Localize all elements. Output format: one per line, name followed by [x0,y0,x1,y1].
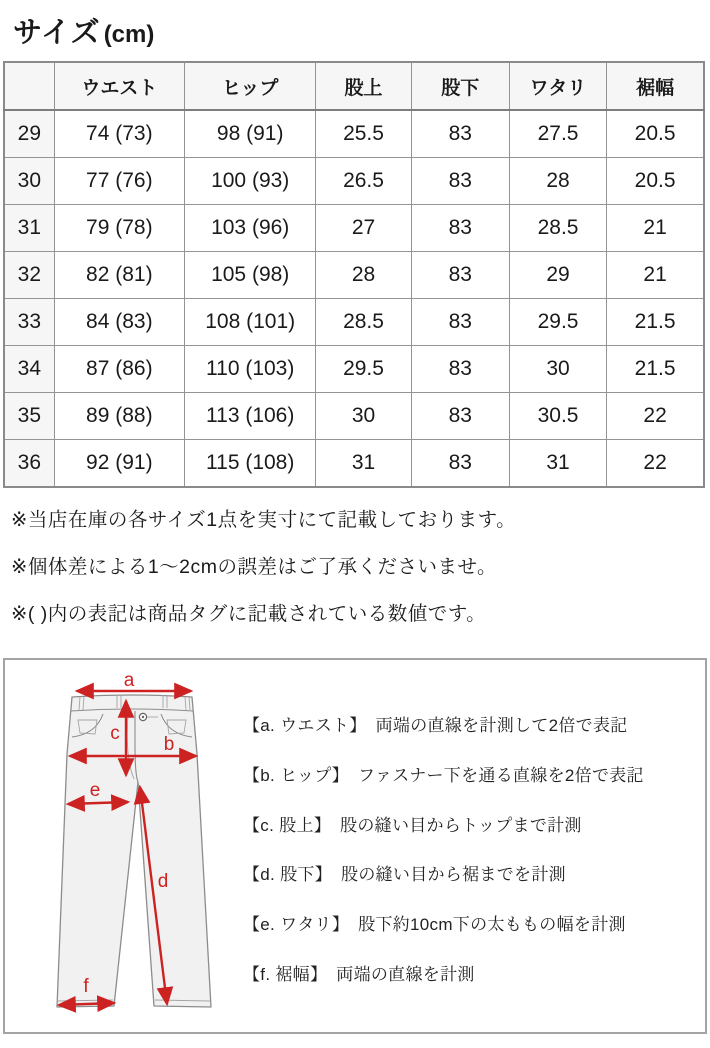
measurement-value-cell: 83 [411,299,509,346]
measurement-value-cell: 20.5 [607,110,704,158]
size-label-cell: 36 [4,440,54,488]
measurement-value-cell: 79 (78) [54,205,184,252]
size-label-cell: 34 [4,346,54,393]
measurement-value-cell: 31 [509,440,606,488]
page-title-main: サイズ [13,17,101,49]
measurement-value-cell: 21.5 [607,299,704,346]
measurement-value-cell: 110 (103) [185,346,316,393]
measurement-value-cell: 28.5 [509,205,606,252]
diagram-label-c: c [110,723,120,744]
measurement-value-cell: 115 (108) [185,440,316,488]
diagram-label-d: d [157,871,169,892]
measurement-value-cell: 83 [411,440,509,488]
measurement-value-cell: 29 [509,252,606,299]
measurement-value-cell: 27.5 [509,110,606,158]
guide-item-description-b: ファスナー下を通る直線を2倍で表記 [357,765,644,785]
measurement-value-cell: 28.5 [316,299,411,346]
measurement-value-cell: 108 (101) [185,299,316,346]
guide-item-label-c: 【c. 股上】 [243,815,332,835]
measurement-value-cell: 83 [411,205,509,252]
measurement-value-cell: 27 [316,205,411,252]
measurement-value-cell: 28 [316,252,411,299]
guide-item-description-f: 両端の直線を計測 [336,965,475,985]
guide-item-e [243,910,697,935]
measurement-value-cell: 74 (73) [54,110,184,158]
measurement-value-cell: 30 [316,393,411,440]
measurement-value-cell: 30 [509,346,606,393]
measurement-value-cell: 83 [411,346,509,393]
pants-outline-icon [57,695,211,1007]
measurement-value-cell: 28 [509,158,606,205]
guide-item-label-e: 【e. ワタリ】 [243,915,350,935]
pants-diagram [5,660,243,1032]
note-line-3: ※( )内の表記は商品タグに記載されている数値です。 [11,603,487,625]
size-label-cell: 29 [4,110,54,158]
diagram-label-a: a [123,674,135,691]
table-row-size-30 [4,158,704,205]
size-label-cell: 35 [4,393,54,440]
measurement-value-cell: 22 [607,393,704,440]
table-row-size-34 [4,346,704,393]
measurement-value-cell: 98 (91) [185,110,316,158]
measurement-value-cell: 25.5 [316,110,411,158]
measurement-value-cell: 31 [316,440,411,488]
measurement-value-cell: 77 (76) [54,158,184,205]
guide-item-label-a: 【a. ウエスト】 [243,715,367,735]
measurement-value-cell: 21.5 [607,346,704,393]
diagram-label-e: e [89,780,101,801]
column-header-6: 裾幅 [607,62,704,110]
guide-item-c [243,811,697,836]
measurement-value-cell: 82 (81) [54,252,184,299]
note-line-2: ※個体差による1〜2cmの誤差はご了承くださいませ。 [11,556,497,578]
measurement-value-cell: 83 [411,158,509,205]
size-label-cell: 31 [4,205,54,252]
guide-item-label-d: 【d. 股下】 [243,865,333,885]
column-header-5: ワタリ [509,62,606,110]
column-header-1: ウエスト [54,62,184,110]
measurement-value-cell: 21 [607,205,704,252]
guide-item-a [243,711,697,736]
measurement-value-cell: 30.5 [509,393,606,440]
measurement-value-cell: 83 [411,110,509,158]
table-row-size-29 [4,110,704,158]
notes [11,504,707,626]
page-title-unit: (cm) [103,21,155,48]
guide-item-b [243,761,697,786]
measurement-value-cell: 29.5 [509,299,606,346]
guide-item-label-b: 【b. ヒップ】 [243,765,349,785]
measurement-value-cell: 29.5 [316,346,411,393]
measurement-value-cell: 113 (106) [185,393,316,440]
column-header-2: ヒップ [185,62,316,110]
measurement-value-cell: 21 [607,252,704,299]
page-title [13,10,707,51]
note-line-1: ※当店在庫の各サイズ1点を実寸にて記載しております。 [11,509,517,531]
measurement-value-cell: 83 [411,252,509,299]
table-row-size-32 [4,252,704,299]
size-table-body [4,110,704,487]
guide-item-f [243,960,697,985]
size-table [3,61,705,488]
measurement-value-cell: 92 (91) [54,440,184,488]
size-label-cell: 33 [4,299,54,346]
table-row-size-31 [4,205,704,252]
size-table-header [4,62,704,110]
measurement-value-cell: 22 [607,440,704,488]
measurement-value-cell: 89 (88) [54,393,184,440]
diagram-label-b: b [163,734,175,755]
table-row-size-33 [4,299,704,346]
column-header-3: 股上 [316,62,411,110]
guide-item-d [243,860,697,885]
measurement-value-cell: 105 (98) [185,252,316,299]
measurement-value-cell: 26.5 [316,158,411,205]
pants-measurement-illustration [17,674,239,1030]
column-header-4: 股下 [411,62,509,110]
measurement-value-cell: 103 (96) [185,205,316,252]
header-row [4,62,704,110]
measurement-value-cell: 83 [411,393,509,440]
measurement-value-cell: 20.5 [607,158,704,205]
guide-item-label-f: 【f. 裾幅】 [243,965,328,985]
guide-item-description-e: 股下約10cm下の太ももの幅を計測 [358,915,626,935]
guide-item-description-c: 股の縫い目からトップまで計測 [340,815,582,835]
measurement-guide-box [3,658,707,1034]
table-row-size-36 [4,440,704,488]
diagram-label-f: f [83,976,89,997]
measurement-value-cell: 87 (86) [54,346,184,393]
size-label-cell: 30 [4,158,54,205]
measurement-guide-list [243,660,705,1032]
guide-item-description-d: 股の縫い目から裾までを計測 [341,865,566,885]
guide-item-description-a: 両端の直線を計測して2倍で表記 [375,715,628,735]
corner-header-cell [4,62,54,110]
table-row-size-35 [4,393,704,440]
measurement-value-cell: 100 (93) [185,158,316,205]
size-label-cell: 32 [4,252,54,299]
measurement-value-cell: 84 (83) [54,299,184,346]
